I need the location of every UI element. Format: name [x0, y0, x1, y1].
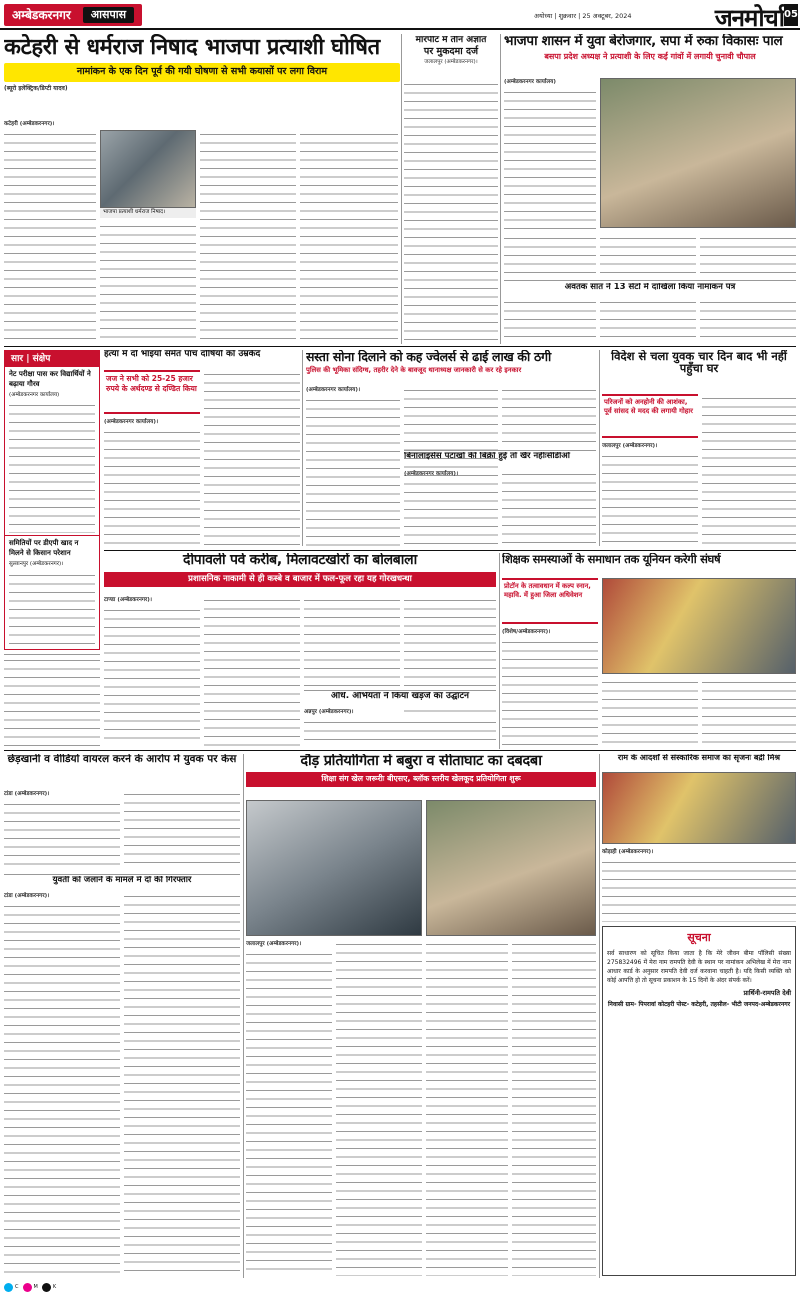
- teachers-photo: [602, 578, 796, 674]
- lead-story-header: [4, 34, 400, 118]
- print-color-bar: [4, 1281, 796, 1293]
- ram-dateline: कोड़ाही (अम्बेडकरनगर)।: [602, 849, 654, 855]
- assault-dateline: जलालपुर (अम्बेडकरनगर)।: [424, 59, 478, 66]
- teachers-pull-text: प्रोटॉन के तत्वावधान में कल्प स्नान, महावि. में हुआ जिला अधिवेशन: [504, 582, 591, 599]
- briefs-sidebar: [4, 350, 100, 650]
- brief-1-body: [9, 401, 95, 533]
- diwali-body-col-1: [104, 606, 200, 746]
- black-dot: [42, 1283, 51, 1292]
- race-strap: शिक्षा संग खेल जरूरीः बीएसए, ब्लॉक स्तरीय खेलकूद प्रतियोगिता शुरू: [246, 772, 596, 787]
- harass-body-col-1: [4, 800, 120, 870]
- harass-body-col-2: [124, 790, 240, 870]
- masthead: [0, 0, 800, 30]
- race-photo-1: [246, 800, 422, 936]
- fireworks-story-header: [404, 452, 596, 468]
- race-body-col-1: [246, 950, 332, 1276]
- notice-signer: प्रार्थिनी-रामपति देवी: [743, 988, 791, 997]
- lead-strap: नामांकन के एक दिन पूर्व की गयी घोषणा से सभी कयासों पर लगा विराम: [4, 63, 400, 82]
- assault-headline: पर मुकदमा दर्ज: [423, 46, 479, 58]
- notice-address: निवासी ग्राम- पिपरावां कोटहरी पोस्ट- कटेहरी, तहसील- भीटी जनपद-अम्बेडकरनगर: [607, 1000, 791, 1008]
- nomination-story-header: [504, 283, 796, 297]
- assault-kicker: मारपीट में तीन अज्ञात: [415, 36, 487, 45]
- diwali-strap: प्रशासनिक नाकामी से ही कस्बे व बाजार में फल-फूल रहा यह गोरखधन्धा: [104, 572, 496, 587]
- lead-photo-candidate: [100, 130, 196, 208]
- lead-body-col-3: [200, 130, 296, 342]
- race-body-col-3: [426, 940, 508, 1276]
- engineer-dateline: अन्नपुर (अम्बेडकरनगर)।: [304, 708, 400, 718]
- teachers-body-col-3: [702, 678, 796, 746]
- burn-story-header: [4, 876, 240, 890]
- lead-dateline: कटेहरी (अम्बेडकरनगर)।: [4, 121, 55, 127]
- murder-body-col-1: [104, 428, 200, 546]
- newspaper-logo: जनमोर्चा: [714, 3, 784, 30]
- gold-story-header: [306, 350, 596, 382]
- teachers-story-header: [502, 553, 796, 573]
- race-headline: दौड़ प्रतियोगिता में बबुरा व सीताघाट का दबदबा: [300, 754, 542, 769]
- public-notice: [602, 926, 796, 1276]
- harass-story-header: [4, 754, 240, 788]
- videsh-pull-quote: [602, 394, 698, 438]
- videsh-dateline: जलालपुर (अम्बेडकरनगर)।: [602, 443, 658, 449]
- magenta-label: M: [33, 1283, 38, 1290]
- diwali-story-header: [104, 553, 496, 593]
- black-label: K: [52, 1283, 57, 1290]
- diwali-headline: दीपावली पर्व करीब, मिलावटखोरों का बोलबाला: [183, 553, 417, 568]
- gold-headline: सस्ता सोना दिलाने को कह ज्वेलर्स से ढाई लाख की ठगी: [306, 350, 551, 364]
- burn-dateline: टांडा (अम्बेडकरनगर)।: [4, 893, 50, 899]
- bsp-dateline: (अम्बेडकरनगर कार्यालय): [504, 79, 556, 85]
- ram-headline: राम के आदर्शों से संस्कारिक समाज का सृजनः बद्री मिश्र: [617, 754, 781, 762]
- fireworks-dateline: (अम्बेडकरनगर कार्यालय)।: [404, 471, 459, 477]
- notice-body: सर्व साधारण को सूचित किया जाता है कि मेरे जीवन बीमा पॉलिसी संख्या 275832496 में मेरा नाम रामपति देवी के स्थान पर नामांकन अभिलेख में मेरा नाम आधार कार्ड के अनुसार रामपति देवी दर्ज करवाना चाहती है। यदि किसी व्यक्ति को कोई आपत्ति हो तो सूचना प्रकाशन के 15 दिनों के अंदर संपर्क करें।: [607, 949, 791, 984]
- lead-body-col-4: [300, 130, 398, 342]
- bsp-body-col-1b: [504, 234, 596, 276]
- race-dateline: जलालपुर (अम्बेडकरनगर)।: [246, 941, 302, 947]
- bsp-body-col-1: [504, 88, 596, 232]
- burn-body-col-1: [4, 902, 120, 1276]
- engineer-story-header: [304, 692, 496, 708]
- burn-body-col-2: [124, 892, 240, 1276]
- nomination-body-col-2: [600, 298, 696, 342]
- teachers-headline: शिक्षक समस्याओं के समाधान तक यूनियन करेगी संघर्ष: [502, 553, 721, 566]
- assault-story-header: [404, 36, 498, 78]
- lead-body-col-1: [4, 130, 96, 342]
- bsp-strap: बसपा प्रदेश अध्यक्ष ने प्रत्याशी के लिए कई गांवों में लगायी चुनावी चौपाल: [544, 52, 756, 62]
- bsp-body-col-3: [700, 234, 796, 276]
- bsp-headline: भाजपा शासन में युवा बेरोजगार, सपा में रुका विकासः पाल: [504, 34, 783, 49]
- bsp-story-header: [504, 34, 796, 74]
- ram-body: [602, 858, 796, 922]
- cyan-dot: [4, 1283, 13, 1292]
- nomination-body-col-1: [504, 298, 596, 342]
- gold-body-col-1: [306, 396, 400, 546]
- teachers-dateline: (विशेष/अम्बेडकरनगर)।: [502, 629, 551, 635]
- nomination-headline: अवतक सात ने 13 सेटों में दाखिला किया नामांकन पत्र: [564, 283, 736, 292]
- section-name: आसपास: [83, 7, 134, 24]
- briefs-tab-1: सार: [11, 354, 24, 364]
- lead-body-col-2: [100, 222, 196, 342]
- teachers-body-col-2: [602, 678, 698, 746]
- edition-name: अम्बेडकरनगर: [12, 7, 71, 22]
- race-photo-2: [426, 800, 596, 936]
- briefs-tab-2: संक्षेप: [32, 354, 51, 364]
- nomination-body-col-3: [700, 298, 796, 342]
- videsh-story-header: [602, 350, 796, 390]
- diwali-body-col-2: [204, 596, 300, 746]
- brief-2-title: समितियों पर डीएपी खाद न मिलने से किसान परेशान: [5, 535, 99, 561]
- teachers-body-col-1: [502, 638, 598, 746]
- assault-body: [404, 80, 498, 342]
- harass-headline: छेड़खानी व वीडियो वायरल करने के आरोप में युवक पर केस: [7, 754, 237, 765]
- race-body-col-4: [512, 940, 596, 1276]
- burn-headline: युवती को जलाने के मामले में दो की गिरफ्तार: [52, 876, 192, 885]
- fireworks-headline: बिनालाइसेंस पटाखों की बिक्री हुई तो खैर नहींःसीडीओ: [404, 452, 571, 461]
- murder-headline: हत्या में दो भाइयों समेत पांच दोषियों को उम्रकैद: [104, 350, 261, 359]
- diwali-dateline: टाण्डा (अम्बेडकरनगर)।: [104, 597, 152, 603]
- engineer-body: [304, 718, 496, 746]
- murder-pull-text: जज ने सभी को 25-25 हजार रुपये के अर्थदण्ड से दण्डित किया: [106, 374, 197, 393]
- section-label: [4, 4, 142, 26]
- engineer-headline: अधि. अभियंता ने किया खड़ंजे का उद्घाटन: [330, 692, 470, 701]
- lead-photo-caption: भाजपा प्रत्याशी धर्मराज निषाद।: [100, 208, 196, 218]
- race-story-header: [246, 754, 596, 796]
- videsh-headline: विदेश से चला युवक चार दिन बाद भी नहीं पहुँचा घर: [611, 350, 787, 376]
- brief-1-title: नेट परीक्षा पास कर विद्यार्थियों ने बढ़ाया गौरव: [9, 370, 91, 388]
- fireworks-body: [502, 470, 596, 546]
- brief-1-dateline: (अम्बेडकरनगर कार्यालय): [9, 392, 60, 399]
- briefs-header: सार | संक्षेप: [5, 351, 99, 367]
- cyan-label: C: [15, 1283, 19, 1290]
- race-body-col-2: [336, 940, 422, 1276]
- gold-body-col-3: [502, 386, 596, 446]
- magenta-dot: [23, 1283, 32, 1292]
- brief-2-body: [9, 571, 95, 650]
- gold-strap: पुलिस की भूमिका संदिग्ध, तहरीर देने के बावजूद थानाध्यक्ष जानकारी से कर रहे इनकार: [306, 366, 522, 375]
- murder-body-col-2: [204, 370, 300, 546]
- lead-byline: (ब्यूरो इलेक्ट्रिक/डिप्टी यादव): [4, 84, 68, 92]
- murder-story-header: [104, 350, 300, 366]
- notice-title: सूचना: [687, 931, 711, 944]
- gold-dateline: (अम्बेडकरनगर कार्यालय)।: [306, 387, 361, 393]
- bsp-photo-chaupal: [600, 78, 796, 228]
- teachers-pull-quote: [502, 578, 598, 624]
- videsh-body-col-1: [602, 452, 698, 546]
- page-number: 05: [784, 4, 798, 26]
- videsh-pull-text: परिजनों को अनहोनी की आशंका, पूर्व सांसद से मदद की लगायी गोहार: [604, 398, 693, 415]
- videsh-body-col-2: [702, 394, 796, 546]
- lead-headline: कटेहरी से धर्मराज निषाद भाजपा प्रत्याशी घोषित: [4, 35, 380, 60]
- sidebar-extra-body: [4, 656, 100, 746]
- ram-photo: [602, 772, 796, 844]
- page-date: अयोध्या | शुक्रवार | 25 अक्टूबर, 2024: [534, 12, 632, 20]
- harass-dateline: टांडा (अम्बेडकरनगर)।: [4, 791, 50, 797]
- brief-2-dateline: सुल्तानपुर (अम्बेडकरनगर)।: [9, 561, 64, 568]
- ram-story-header: [602, 754, 796, 770]
- bsp-body-col-2: [600, 234, 696, 276]
- murder-pull-quote: [104, 370, 200, 414]
- murder-dateline: (अम्बेडकरनगर कार्यालय)।: [104, 419, 159, 425]
